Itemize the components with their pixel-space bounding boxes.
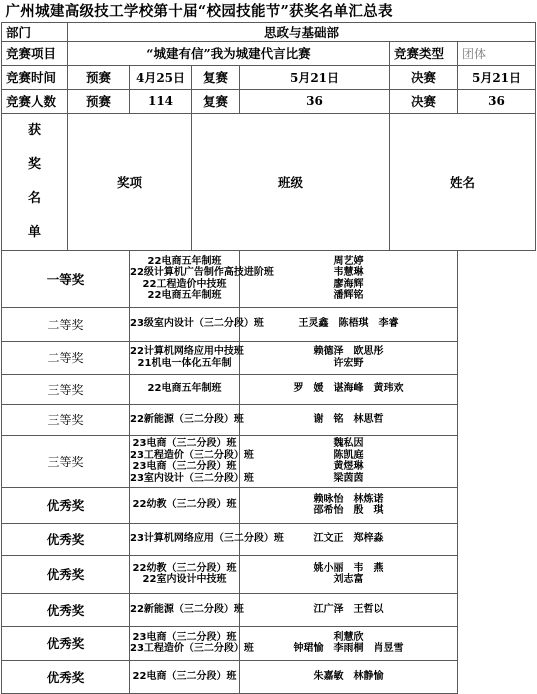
award-names (240, 404, 458, 435)
award-row (2, 341, 536, 374)
award-row (2, 404, 536, 435)
award-row (2, 593, 536, 626)
count-semi-label: 复赛 (192, 89, 240, 113)
award-level: 优秀奖 (2, 523, 130, 555)
name-line: 陈凯庭 (333, 449, 364, 461)
award-classes (130, 555, 240, 593)
award-row (2, 626, 536, 660)
class-line: 22电商五年制班 (147, 255, 222, 267)
project-label: 竞赛项目 (2, 41, 68, 65)
col-award-header: 奖项 (68, 113, 192, 250)
award-names (240, 660, 458, 693)
name-line: 江文正 郑梓淼 (313, 533, 384, 545)
award-names (240, 555, 458, 593)
name-line: 罗 媛 谌海峰 黄玮欢 (293, 383, 404, 395)
awards-side-label (2, 113, 68, 250)
time-semi-value: 5月21日 (240, 65, 390, 89)
award-classes (130, 660, 240, 693)
award-row (2, 660, 536, 693)
name-line: 姚小丽 韦 燕 (313, 562, 384, 574)
name-line: 潘辉铭 (333, 290, 364, 301)
class-line: 22电商五年制班 (147, 290, 222, 301)
name-line: 许宏野 (333, 357, 364, 369)
award-level: 二等奖 (2, 341, 130, 374)
side-char: 单 (27, 224, 41, 240)
award-names (240, 307, 458, 341)
award-level: 三等奖 (2, 374, 130, 404)
time-label: 竞赛时间 (2, 65, 68, 89)
award-level: 优秀奖 (2, 555, 130, 593)
count-final-label: 决赛 (390, 89, 458, 113)
dept-value: 思政与基础部 (68, 22, 536, 41)
award-level: 二等奖 (2, 307, 130, 341)
count-semi-value: 36 (240, 89, 390, 113)
name-line: 钟珺愉 李雨桐 肖昱雪 (293, 643, 404, 654)
count-prelim-label: 预赛 (68, 89, 130, 113)
class-line: 23电商（三二分段）班 (132, 631, 237, 643)
award-row (2, 523, 536, 555)
name-line: 江广泽 王哲以 (313, 603, 384, 615)
class-line: 22工程造价中技班 (142, 278, 227, 290)
count-final-value: 36 (458, 89, 536, 113)
class-line: 22新能源（三二分段）班 (130, 603, 244, 615)
name-line: 朱嘉敏 林静愉 (313, 670, 384, 682)
page-title: 广州城建高级技工学校第十届“校园技能节”获奖名单汇总表 (2, 0, 536, 22)
side-char: 获 (27, 122, 41, 138)
time-semi-label: 复赛 (192, 65, 240, 89)
class-line: 23电商（三二分段）班 (132, 461, 237, 472)
award-classes (130, 487, 240, 523)
class-line: 23级室内设计（三二分段）班 (130, 318, 264, 330)
class-line: 22计算机网络应用中技班 (130, 346, 244, 357)
award-row (2, 555, 536, 593)
award-classes (130, 307, 264, 341)
name-line: 王灵鑫 陈梧琪 李睿 (298, 318, 399, 330)
side-char: 名 (27, 190, 41, 206)
award-names (240, 435, 458, 487)
side-char: 奖 (27, 156, 41, 172)
class-line: 22幼教（三二分段）班 (132, 562, 237, 574)
name-line: 谢 铭 林思哲 (313, 413, 384, 425)
class-line: 23计算机网络应用（三二分段）班 (130, 533, 284, 545)
award-classes (130, 374, 240, 404)
col-class-header: 班级 (192, 113, 390, 250)
class-line: 21机电一体化五年制 (137, 357, 232, 369)
award-classes (130, 435, 254, 487)
name-line: 韦慧琳 (333, 267, 364, 278)
name-line: 黄煜琳 (333, 461, 364, 472)
name-line: 邵希怡 殷 琪 (313, 505, 384, 516)
award-classes (130, 341, 244, 374)
award-level: 三等奖 (2, 435, 130, 487)
project-value: “城建有信”我为城建代言比赛 (68, 41, 390, 65)
award-classes (130, 404, 244, 435)
class-line: 22幼教（三二分段）班 (132, 499, 237, 511)
class-line: 22电商五年制班 (147, 383, 222, 395)
class-line: 22级计算机广告制作高技进阶班 (130, 267, 274, 278)
name-line: 魏私因 (333, 438, 364, 449)
dept-label: 部门 (2, 22, 68, 41)
award-classes (130, 626, 254, 660)
class-line: 22室内设计中技班 (142, 574, 227, 585)
class-line: 23工程造价（三二分段）班 (130, 449, 254, 461)
award-row (2, 250, 536, 307)
type-value: 团体 (458, 41, 536, 65)
name-line: 利慧欣 (333, 631, 364, 643)
award-level: 优秀奖 (2, 593, 130, 626)
award-row (2, 307, 536, 341)
award-classes (130, 593, 244, 626)
award-names (240, 626, 458, 660)
award-table (1, 0, 536, 694)
time-prelim-label: 预赛 (68, 65, 130, 89)
name-line: 赖咏怡 林炼诺 (313, 493, 384, 505)
class-line: 23电商（三二分段）班 (132, 438, 237, 449)
class-line: 23工程造价（三二分段）班 (130, 643, 254, 654)
award-classes (130, 250, 274, 307)
award-level: 优秀奖 (2, 626, 130, 660)
type-label: 竞赛类型 (390, 41, 458, 65)
award-classes (130, 523, 284, 555)
class-line: 22新能源（三二分段）班 (130, 413, 244, 425)
class-line: 22电商（三二分段）班 (132, 670, 237, 682)
award-names (240, 487, 458, 523)
award-row (2, 435, 536, 487)
name-line: 梁茵茵 (333, 472, 364, 484)
name-line: 赖德泽 欧思彤 (313, 346, 384, 357)
time-prelim-value: 4月25日 (130, 65, 192, 89)
award-row (2, 374, 536, 404)
award-row (2, 487, 536, 523)
count-prelim-value: 114 (130, 89, 192, 113)
award-level: 优秀奖 (2, 660, 130, 693)
award-names (240, 250, 458, 307)
col-name-header: 姓名 (390, 113, 536, 250)
award-names (240, 341, 458, 374)
time-final-label: 决赛 (390, 65, 458, 89)
award-level: 一等奖 (2, 250, 130, 307)
award-level: 三等奖 (2, 404, 130, 435)
award-names (240, 593, 458, 626)
time-final-value: 5月21日 (458, 65, 536, 89)
class-line: 23室内设计（三二分段）班 (130, 472, 254, 484)
award-level: 优秀奖 (2, 487, 130, 523)
name-line: 刘志富 (333, 574, 364, 585)
name-line: 周艺婷 (333, 255, 364, 267)
name-line: 廖海辉 (333, 278, 364, 290)
count-label: 竞赛人数 (2, 89, 68, 113)
award-names (240, 374, 458, 404)
